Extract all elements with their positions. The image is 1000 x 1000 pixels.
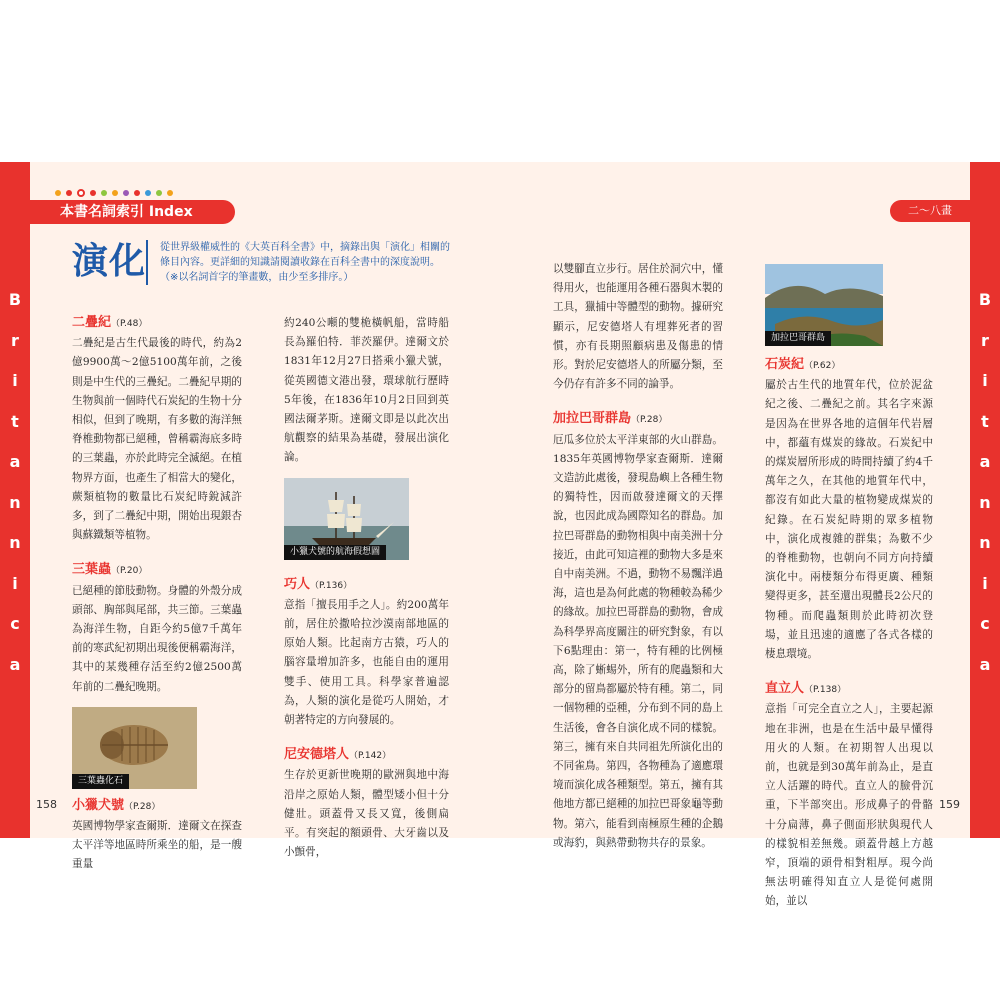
entry-trilobite [72,561,242,696]
column-2 [284,314,449,878]
intro-text: 從世界級權威性的《大英百科全書》中，摘錄出與「演化」相關的條目內容。更詳細的知識請閱讀收錄在百科全書中的深度說明。（※以名詞首字的筆畫數，由少至多排序。） [146,240,450,285]
entry-title: 尼安德塔人 [284,747,350,763]
entry-page-ref: （P.142） [349,751,392,762]
column-4 [765,264,933,928]
entry-homo-habilis [284,576,449,731]
trilobite-fossil-image [72,707,197,789]
entry-text: 二疊紀是古生代最後的時代，約為2億9900萬〜2億5100萬年前，之後則是中生代的三疊紀。二疊紀早期的生物與前一個時代石炭紀的生物十分相似，但到了晚期，有多數的海洋無脊椎動物都已絕種，曾稱霸海底多時的三葉蟲，亦於此時完全滅絕。在植物界方面，也產生了相當大的變化，蕨類植物的數量比石炭紀時銳減許多，到了二疊紀中期，開始出現銀杏與蘇鐵類等植物。 [72,337,242,542]
entry-text: 厄瓜多位於太平洋東部的火山群島。1835年英國博物學家查爾斯．達爾文造訪此處後，發現島嶼上各種生物的獨特性，因而啟發達爾文的天擇說，也因此成為國際知名的群島。加拉巴哥群島的動物相與中南美洲十分接近，由此可知這裡的動物大多是來自中南美洲。不過，動物不易飄洋過海，這也是為何此處的物種較為稀少的緣故。加拉巴哥群島的動物，會成為科學界高度關注的研究對象，有以下6點理由：第一，特有種的比例極高，除了蜥蜴外，所有的爬蟲類和大部分的留鳥都屬於特有種。第二，同一個物種的亞種，分布到不同的島上生活後，會各自演化成不同的樣貌。第三，擁有來自共同祖先所演化出的不同雀鳥。第四，各物種為了適應環境而演化成各種類型。第五，擁有其他地方都已絕種的加拉巴哥象龜等動物。第六，能看到南極原生種的企鵝或海豹，與熱帶動物共存的景象。 [553,433,723,849]
dot-ring [77,189,85,197]
entry-title: 二疊紀 [72,315,112,330]
entry-page-ref: （P.28） [631,415,668,426]
entry-continuation: 以雙腳直立步行。居住於洞穴中，懂得用火，也能運用各種石器與木製的工具，獵捕中等體型的動物。據研究顯示，尼安德塔人有埋葬死者的習慣，亦有長期照顧病患及傷患的情形。對於尼安德塔人的所屬分類，至今仍存有許多不同的論爭。 [553,263,723,391]
dot [90,190,96,196]
column-3 [553,260,723,869]
entry-page-ref: （P.28） [124,801,161,812]
figure-caption: 小獵犬號的航海假想圖 [284,545,386,560]
entry-text: 意指「擅長用手之人」。約200萬年前，居住於撒哈拉沙漠南部地區的原始人類。比起南方古猿，巧人的腦容量增加許多，也能自由的運用雙手、使用工具。科學家普遍認為，人類的演化是從巧人開始，才朝著特定的方向發展的。 [284,598,449,727]
entry-continuation: 約240公噸的雙桅橫帆船，當時船長為羅伯特．菲茨羅伊。達爾文於1831年12月27日搭乘小獵犬號，從英國德文港出發，環球航行歷時5年後，在1836年10月2日回到英國法爾茅斯。達爾文即是以此次出航觀察的結果為基礎，發展出演化論。 [284,317,449,464]
entry-homo-erectus [765,680,933,911]
entry-title: 巧人 [284,576,311,592]
dot [66,190,72,196]
entry-title: 石炭紀 [765,357,805,372]
dot [112,190,118,196]
galapagos-image [765,264,883,346]
entry-neanderthal [284,746,449,862]
entry-text: 生存於更新世晚期的歐洲與地中海沿岸之原始人類，體型矮小但十分健壯。頭蓋骨又長又寬，後側扁平。有突起的額頭骨、大牙齒以及小顫骨， [284,769,449,859]
book-spread [0,162,1000,908]
entry-text: 意指「可完全直立之人」，主要起源地在非洲，也是在生活中最早懂得用火的人類。在初期智人出現以前，也就是到30萬年前為止，是直立人活躍的時代。直立人的臉骨沉重，下半部突出。形成鼻子的骨骼十分扁薄，鼻子側面形狀與現代人的樣貌相差無幾。頭蓋骨越上方越窄，頂端的頭骨相對粗厚。現今尚無法明確得知直立人是從何處開始，並以 [765,703,933,908]
entry-text: 屬於古生代的地質年代，位於泥盆紀之後、二疊紀之前。其名字來源是因為在世界各地的這個年代岩層中，都蘊有煤炭的緣故。石炭紀中的煤炭層所形成的時間持續了約4千萬年之久，在其他的地質年代中，都沒有如此大量的植物變成煤炭的紀錄。在石炭紀時期的眾多植物中，演化成複雜的群集；為數不少的脊椎動物，也朝向不同方向持續演化中。兩棲類分布得更廣、種類變得更多，甚至還出現體長2公尺的物種。而爬蟲類則於此時初次登場，並且迅速的適應了各式各樣的棲息環境。 [765,379,933,661]
beagle-ship-image [284,478,409,560]
entry-page-ref: （P.48） [111,319,148,329]
entry-text: 已絕種的節肢動物。身體的外殼分成頭部、胸部與尾部，共三節。三葉蟲為海洋生物，自距今約5億7千萬年前的寒武紀初期出現後便稱霸海洋，其中的某幾種存活至約2億2500萬年前的二疊紀晚期。 [72,584,242,693]
dot [55,190,61,196]
dot [123,190,129,196]
dot [167,190,173,196]
entry-page-ref: （P.20） [111,566,148,577]
dot [134,190,140,196]
entry-page-ref: （P.136） [310,580,353,591]
entry-title: 直立人 [765,681,805,697]
entry-carboniferous [765,356,933,664]
entry-title: 小獵犬號 [72,797,125,813]
dot [101,190,107,196]
entry-page-ref: （P.138） [804,685,847,696]
index-header-bar: 本書名詞索引 Index [30,200,235,224]
page-number-left: 158 [36,798,57,811]
decorative-dots [55,182,178,190]
entry-permian [72,314,242,545]
entry-page-ref: （P.62） [804,361,841,371]
column-1 [72,314,242,891]
figure-caption: 三葉蟲化石 [72,774,129,789]
chapter-tab: 二〜八畫 [890,200,970,222]
entry-galapagos [553,410,723,853]
page-title: 演化 [72,241,147,282]
entry-title: 三葉蟲 [72,562,112,578]
dot [145,190,151,196]
entry-title: 加拉巴哥群島 [553,411,632,427]
left-side-brand: B r i t a n n i c a [8,290,22,674]
figure-caption: 加拉巴哥群島 [765,331,831,346]
entry-beagle [72,797,242,875]
dot [156,190,162,196]
right-side-brand: B r i t a n n i c a [978,290,992,674]
entry-text: 英國博物學家查爾斯．達爾文在探查太平洋等地區時所乘坐的船，是一艘重量 [72,820,242,871]
page-number-right: 159 [939,798,960,811]
